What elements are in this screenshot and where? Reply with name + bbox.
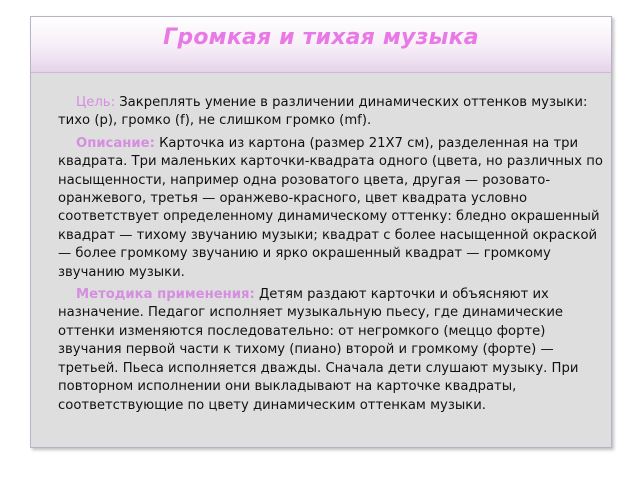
description-text: Карточка из картона (размер 21Х7 см), разделенная на три квадрата. Три маленьких карточки-квадрата одного (цвета, но различных по насыщенности, например одна розоватого цвета, другая — розовато-оранжевого, третья — оранжево-красного, цвет квадрата условно соответствует определенному динамическому оттенку: бледно окрашенный квадрат — тихому звучанию музыки; квадрат с более насыщенной окраской — более громкому звучанию и ярко окрашенный квадрат — громкому звучанию музыки. [58, 135, 603, 280]
slide-title: Громкая и тихая музыка [163, 25, 479, 50]
method-paragraph [58, 286, 608, 415]
goal-text: Закреплять умение в различении динамических оттенков музыки: тихо (р), громко (f), не слишком громко (mf). [58, 95, 588, 129]
content-box [31, 73, 611, 447]
title-bar [31, 17, 611, 73]
goal-label: Цель [76, 95, 111, 110]
description-paragraph [58, 135, 608, 282]
description-label: Описание: [76, 135, 155, 151]
slide [30, 16, 612, 448]
content-text [58, 94, 608, 419]
method-text: Детям раздают карточки и объясняют их назначение. Педагог исполняет музыкальную пьесу, где динамические оттенки изменяются последовательно: от негромкого (меццо форте) звучания первой части к тихому (пиано) второй и громкому (форте) — третьей. Пьеса исполняется дважды. Сначала дети слушают музыку. При повторном исполнении они выкладывают на карточке квадраты, соответствующие по цвету динамическим оттенкам музыки. [58, 287, 579, 413]
goal-paragraph [58, 94, 608, 131]
goal-separator: : [110, 95, 120, 110]
method-label: Методика применения: [76, 287, 255, 303]
